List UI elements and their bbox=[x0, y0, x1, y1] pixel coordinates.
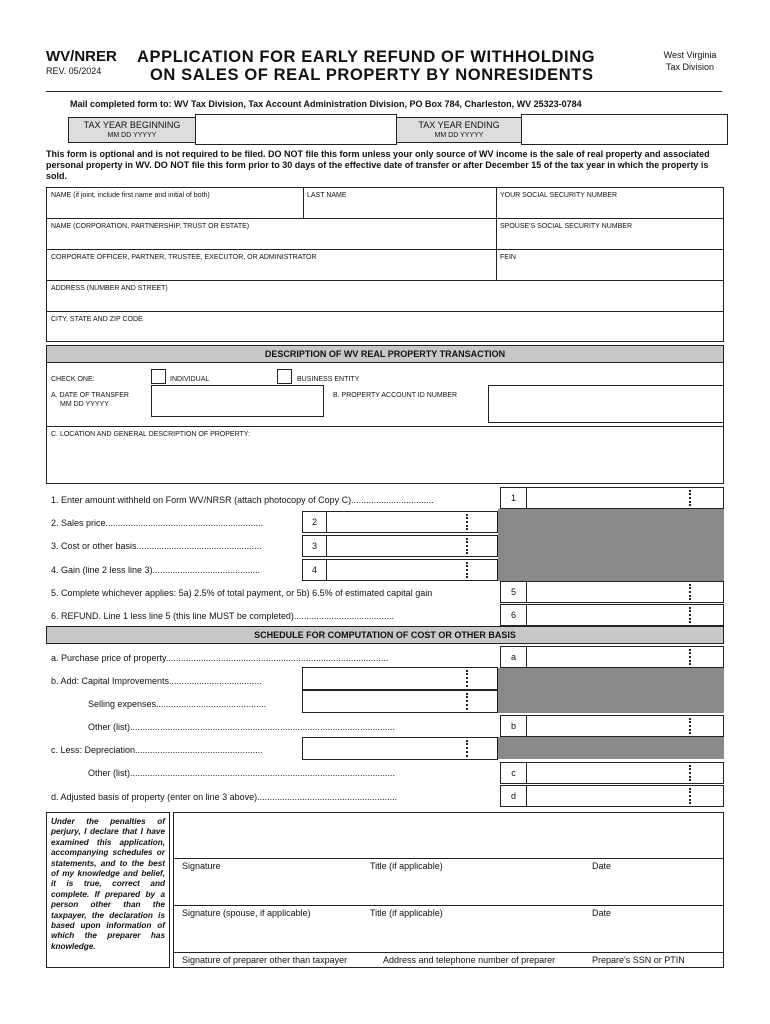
city-state-zip-label: CITY, STATE AND ZIP CODE bbox=[51, 316, 143, 323]
tax-year-ending-label: TAX YEAR ENDING bbox=[418, 120, 500, 130]
spouse-ssn-input[interactable] bbox=[498, 231, 722, 248]
line2-amount-input[interactable] bbox=[326, 511, 498, 533]
cents-divider bbox=[466, 740, 468, 757]
form-title-line2: ON SALES OF REAL PROPERTY BY NONRESIDENTS bbox=[150, 66, 594, 84]
schedule-c-other-label: Other (list).......................................................................................................... bbox=[88, 768, 396, 778]
cents-divider bbox=[466, 562, 468, 578]
line4-number: 4 bbox=[302, 559, 327, 581]
schedule-b-add-label: b. Add: Capital Improvements..................................... bbox=[51, 676, 262, 686]
spouse-date-label: Date bbox=[592, 908, 612, 918]
selling-expenses-label: Selling expenses............................................ bbox=[88, 699, 267, 709]
individual-label: INDIVIDUAL bbox=[170, 376, 210, 383]
taxpayer-date-label: Date bbox=[592, 861, 612, 871]
check-one-label: CHECK ONE: bbox=[51, 376, 95, 383]
preparer-signature-label: Signature of preparer other than taxpayer bbox=[182, 955, 348, 965]
grid-rule bbox=[46, 249, 724, 250]
line3-label: 3. Cost or other basis.................................................. bbox=[51, 541, 262, 551]
property-id-label: B. PROPERTY ACCOUNT ID NUMBER bbox=[333, 392, 458, 399]
spouse-title-label: Title (if applicable) bbox=[370, 908, 443, 918]
schedule-heading: SCHEDULE FOR COMPUTATION OF COST OR OTHER BASIS bbox=[46, 626, 724, 644]
line4-amount-input[interactable] bbox=[326, 559, 498, 581]
shaded-area bbox=[498, 509, 724, 581]
last-name-label: LAST NAME bbox=[307, 192, 347, 199]
line1-number: 1 bbox=[500, 487, 527, 509]
tax-year-beginning-format: MM DD YYYYY bbox=[107, 132, 157, 139]
transfer-date-label: A. DATE OF TRANSFER bbox=[51, 392, 129, 399]
fein-label: FEIN bbox=[500, 254, 516, 261]
entity-name-input[interactable] bbox=[48, 231, 494, 248]
schedule-b-number: b bbox=[500, 715, 527, 737]
notice-text: This form is optional and is not required to be filed. DO NOT file this form unless your only source of WV income is the sale of real property and associated personal property in WV. DO NOT file this form prior to 30 days of the effective date of transfer or after December 15 of the tax year in which the property is sold. bbox=[46, 149, 710, 181]
line6-refund-input[interactable] bbox=[526, 604, 724, 626]
preparer-address-label: Address and telephone number of preparer bbox=[383, 955, 556, 965]
property-id-input[interactable] bbox=[488, 385, 724, 423]
schedule-b-input[interactable] bbox=[526, 715, 724, 737]
cents-divider bbox=[689, 765, 691, 781]
mail-to: Mail completed form to: WV Tax Division, Tax Account Administration Division, PO Box 784, Charleston, WV 25323-0784 bbox=[70, 99, 582, 109]
tax-year-ending-label-box bbox=[396, 117, 522, 143]
business-entity-label: BUSINESS ENTITY bbox=[297, 376, 360, 383]
cents-divider bbox=[689, 607, 691, 623]
section-rule bbox=[46, 426, 724, 427]
line6-number: 6 bbox=[500, 604, 527, 626]
preparer-ssn-label: Prepare's SSN or PTIN bbox=[592, 955, 685, 965]
line5-label: 5. Complete whichever applies: 5a) 2.5% of total payment, or 5b) 6.5% of estimated capital gain bbox=[51, 588, 433, 598]
officer-label: CORPORATE OFFICER, PARTNER, TRUSTEE, EXECUTOR, OR ADMINISTRATOR bbox=[51, 254, 317, 261]
line2-label: 2. Sales price............................................................... bbox=[51, 518, 264, 528]
line4-label: 4. Gain (line 2 less line 3)........................................... bbox=[51, 565, 261, 575]
line3-number: 3 bbox=[302, 535, 327, 557]
schedule-c-number: c bbox=[500, 762, 527, 784]
city-state-zip-input[interactable] bbox=[48, 324, 722, 341]
spouse-ssn-label: SPOUSE'S SOCIAL SECURITY NUMBER bbox=[500, 223, 633, 230]
schedule-d-input[interactable] bbox=[526, 785, 724, 807]
line3-amount-input[interactable] bbox=[326, 535, 498, 557]
schedule-a-input[interactable] bbox=[526, 646, 724, 668]
cents-divider bbox=[689, 584, 691, 600]
signature-rule bbox=[173, 905, 724, 906]
cents-divider bbox=[689, 490, 691, 506]
line5-number: 5 bbox=[500, 581, 527, 603]
location-input[interactable] bbox=[48, 440, 722, 482]
cents-divider bbox=[466, 693, 468, 710]
entity-name-label: NAME (CORPORATION, PARTNERSHIP, TRUST OR ESTATE) bbox=[51, 223, 250, 230]
agency-line2: Tax Division bbox=[665, 62, 714, 72]
grid-rule bbox=[46, 280, 724, 281]
tax-year-ending-format: MM DD YYYYY bbox=[434, 132, 484, 139]
grid-divider bbox=[303, 187, 304, 218]
line1-amount-input[interactable] bbox=[526, 487, 724, 509]
signature-rule bbox=[173, 952, 724, 953]
signature-rule bbox=[173, 858, 724, 859]
officer-input[interactable] bbox=[48, 262, 494, 279]
schedule-d-number: d bbox=[500, 785, 527, 807]
depreciation-input[interactable] bbox=[302, 737, 498, 760]
shaded-area bbox=[498, 737, 724, 759]
transfer-date-format: MM DD YYYYY bbox=[60, 401, 109, 408]
schedule-b-other-label: Other (list).......................................................................................................... bbox=[88, 722, 396, 732]
last-name-input[interactable] bbox=[305, 200, 495, 217]
first-name-label: NAME (if joint, include first name and initial of both) bbox=[51, 192, 210, 199]
form-revision: REV. 05/2024 bbox=[46, 66, 102, 76]
schedule-a-number: a bbox=[500, 646, 527, 668]
ssn-input[interactable] bbox=[498, 200, 722, 217]
form-id: WV/NRER bbox=[46, 48, 117, 65]
tax-year-beginning-label-box bbox=[68, 117, 196, 143]
line1-label: 1. Enter amount withheld on Form WV/NRSR (attach photocopy of Copy C)................................. bbox=[51, 495, 434, 505]
tax-year-beginning-label: TAX YEAR BEGINNING bbox=[83, 120, 181, 130]
taxpayer-signature-input[interactable] bbox=[175, 814, 722, 857]
tax-year-ending-input[interactable] bbox=[521, 114, 728, 145]
grid-divider bbox=[496, 187, 497, 280]
selling-expenses-input[interactable] bbox=[302, 690, 498, 713]
schedule-a-label: a. Purchase price of property......................................................................................... bbox=[51, 653, 389, 663]
individual-checkbox[interactable] bbox=[151, 369, 166, 384]
spouse-signature-label: Signature (spouse, if applicable) bbox=[182, 908, 311, 918]
schedule-d-label: d. Adjusted basis of property (enter on line 3 above)........................................................ bbox=[51, 792, 398, 802]
line5-amount-input[interactable] bbox=[526, 581, 724, 603]
taxpayer-signature-label: Signature bbox=[182, 861, 221, 871]
spouse-signature-input[interactable] bbox=[175, 872, 722, 904]
ssn-label: YOUR SOCIAL SECURITY NUMBER bbox=[500, 192, 618, 199]
line2-number: 2 bbox=[302, 511, 327, 533]
first-name-input[interactable] bbox=[48, 200, 302, 217]
cents-divider bbox=[466, 514, 468, 530]
header-rule bbox=[46, 91, 722, 92]
schedule-c-less-label: c. Less: Depreciation................................................... bbox=[51, 745, 263, 755]
business-entity-checkbox[interactable] bbox=[277, 369, 292, 384]
cents-divider bbox=[466, 670, 468, 687]
perjury-box bbox=[46, 812, 170, 968]
cents-divider bbox=[466, 538, 468, 554]
agency-line1: West Virginia bbox=[663, 50, 717, 60]
transaction-heading: DESCRIPTION OF WV REAL PROPERTY TRANSACTION bbox=[46, 345, 724, 363]
fein-input[interactable] bbox=[498, 262, 722, 279]
line6-label: 6. REFUND. Line 1 less line 5 (this line MUST be completed)........................................ bbox=[51, 611, 394, 621]
shaded-area bbox=[498, 668, 724, 713]
grid-rule bbox=[46, 311, 724, 312]
cents-divider bbox=[689, 718, 691, 734]
cents-divider bbox=[689, 649, 691, 665]
location-label: C. LOCATION AND GENERAL DESCRIPTION OF PROPERTY: bbox=[51, 431, 251, 438]
perjury-statement: Under the penalties of perjury, I declare that I have examined this application, accompanying schedules or statements, and to the best of my knowledge and belief, it is true, correct and complete. If prepared by a person other than the taxpayer, the declaration is based upon information of which the preparer has knowledge. bbox=[51, 817, 165, 951]
tax-year-beginning-input[interactable] bbox=[195, 114, 397, 145]
address-input[interactable] bbox=[48, 293, 722, 310]
taxpayer-title-label: Title (if applicable) bbox=[370, 861, 443, 871]
grid-rule bbox=[46, 218, 724, 219]
transfer-date-input[interactable] bbox=[151, 385, 324, 417]
schedule-c-input[interactable] bbox=[526, 762, 724, 784]
form-title-line1: APPLICATION FOR EARLY REFUND OF WITHHOLDING bbox=[137, 48, 596, 66]
capital-improvements-input[interactable] bbox=[302, 667, 498, 690]
preparer-signature-input[interactable] bbox=[175, 920, 722, 951]
address-label: ADDRESS (NUMBER AND STREET) bbox=[51, 285, 168, 292]
cents-divider bbox=[689, 788, 691, 804]
